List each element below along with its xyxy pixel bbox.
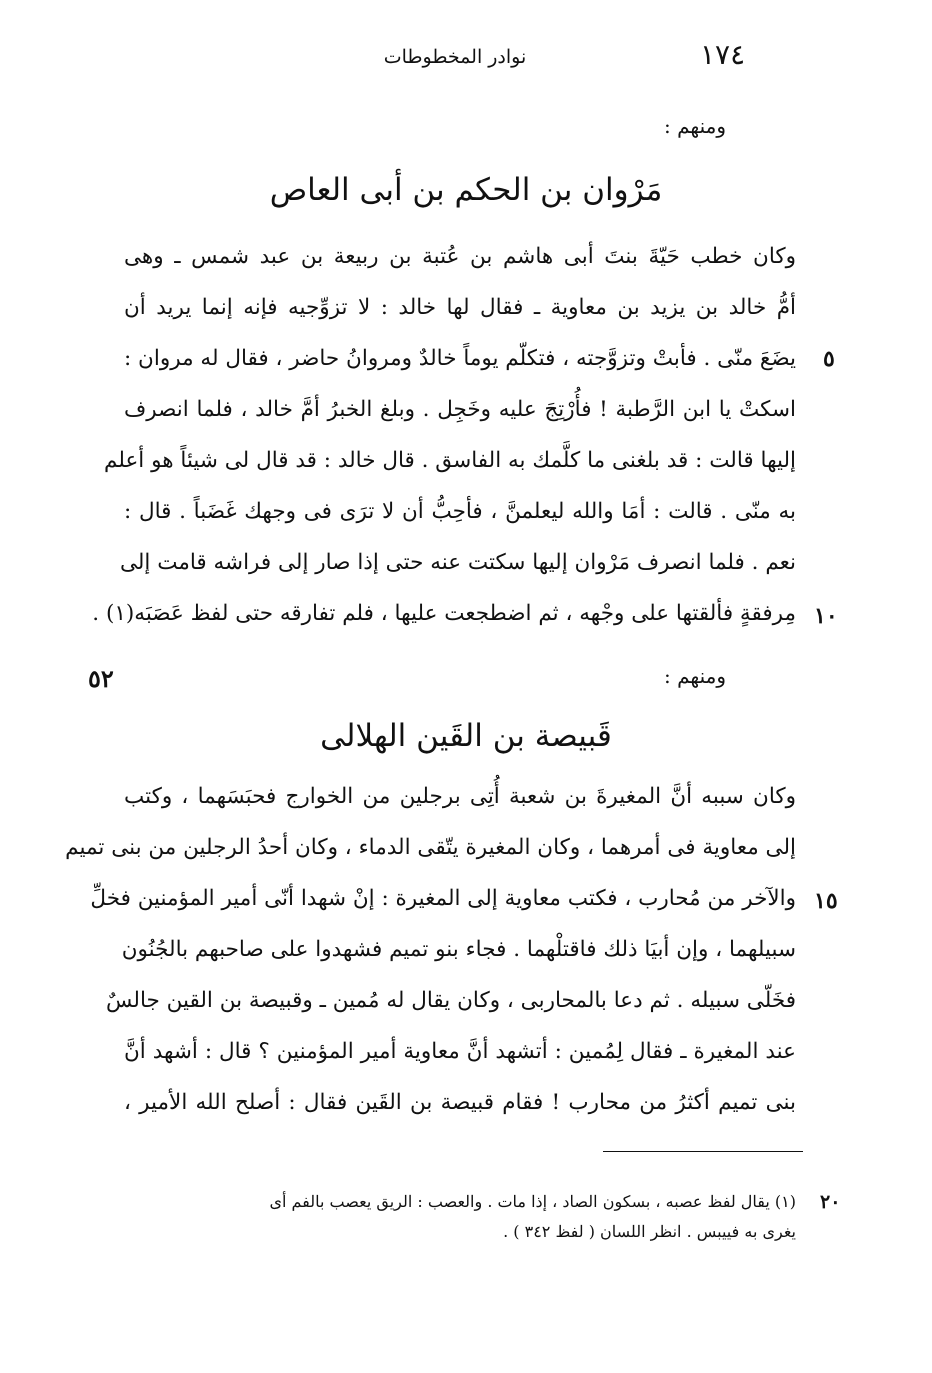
text-line: إلى معاوية فى أمرهما ، وكان المغيرة يتّقى الدماء ، وكان أحدُ الرجلين من بنى تميم — [65, 835, 796, 860]
section-intro: ومنهم : — [663, 664, 726, 688]
text-line: إليها قالت : قد بلغنى ما كلَّمك به الفاسق . قال خالد : قد قال لى شيئاً هو أعلم — [104, 448, 796, 473]
text-line: وكان سببه أنَّ المغيرةَ بن شعبة أُتِى برجلين من الخوارج فحبَسَهما ، وكتب — [124, 784, 796, 809]
line-number-5: ٥ — [823, 346, 835, 372]
line-number-15: ١٥ — [814, 888, 838, 914]
line-number-10: ١٠ — [814, 603, 838, 629]
section-title: قَبيصة بن القَين الهلالى — [320, 718, 612, 754]
folio-number: ٥٢ — [88, 664, 114, 693]
section-intro: ومنهم : — [663, 114, 726, 138]
page-number: ١٧٤ — [700, 38, 746, 71]
text-line: نعم . فلما انصرف مَرْوان إليها سكتت عنه حتى إذا صار إلى فراشه قامت إلى — [119, 550, 796, 575]
text-line: به منّى . قالت : أمَا والله ليعلمنَّ ، فأحِبُّ أن لا ترَى فى وجهك غَضَباً . قال : — [124, 499, 796, 524]
text-line: سبيلهما ، وإن أبيَا ذلك فاقتلْهما . فجاء بنو تميم فشهدوا على صاحبهم بالجُنُون — [121, 937, 796, 962]
text-line: وكان خطب حَيّةَ بنتَ أبى هاشم بن عُتبة بن ربيعة بن عبد شمس ـ وهى — [124, 244, 796, 269]
footnote-line: (١) يقال لفظ عصبه ، بسكون الصاد ، إذا مات . والعصب : الريق يعصب بالفم أى — [269, 1192, 796, 1211]
text-line: بنى تميم أكثرُ من محارب ! فقام قبيصة بن القَين فقال : أصلح الله الأمير ، — [124, 1090, 796, 1115]
footnote-line: يغرى به فييبس . انظر اللسان ( لفظ ٣٤٢ ) . — [503, 1222, 796, 1241]
running-title: نوادر المخطوطات — [383, 46, 527, 68]
text-line: اسكتْ يا ابن الرَّطبة ! فأُرْتِجَ عليه وخَجِل . وبلغ الخبرُ أمَّ خالد ، فلما انصرف — [124, 397, 796, 422]
section-title: مَرْوان بن الحكم بن أبى العاص — [269, 172, 663, 208]
text-line: مِرفقةٍ فألقتها على وجْهه ، ثم اضطجعت عليها ، فلم تفارقه حتى لفظ عَصَبَه(١) . — [92, 601, 796, 626]
text-line: أمُّ خالد بن يزيد بن معاوية ـ فقال لها خالد : لا تزوِّجيه فإنه إنما يريد أن — [124, 295, 796, 320]
footnote-separator — [603, 1151, 803, 1152]
text-line: والآخر من مُحارب ، فكتب معاوية إلى المغيرة : إنْ شهدا أنّى أمير المؤمنين فخلِّ — [90, 886, 796, 911]
text-line: يضَعَ منّى . فأبتْ وتزوَّجته ، فتكلّم يوماً خالدٌ ومروانُ حاضر ، فقال له مروان : — [123, 346, 796, 371]
text-line: عند المغيرة ـ فقال لِمُمين : أتشهد أنَّ معاوية أمير المؤمنين ؟ قال : أشهد أنَّ — [124, 1039, 796, 1064]
text-line: فخَلّى سبيله . ثم دعا بالمحاربى ، وكان يقال له مُمين ـ وقبيصة بن القين جالسٌ — [106, 988, 796, 1013]
line-number-20: ٢٠ — [820, 1191, 841, 1213]
